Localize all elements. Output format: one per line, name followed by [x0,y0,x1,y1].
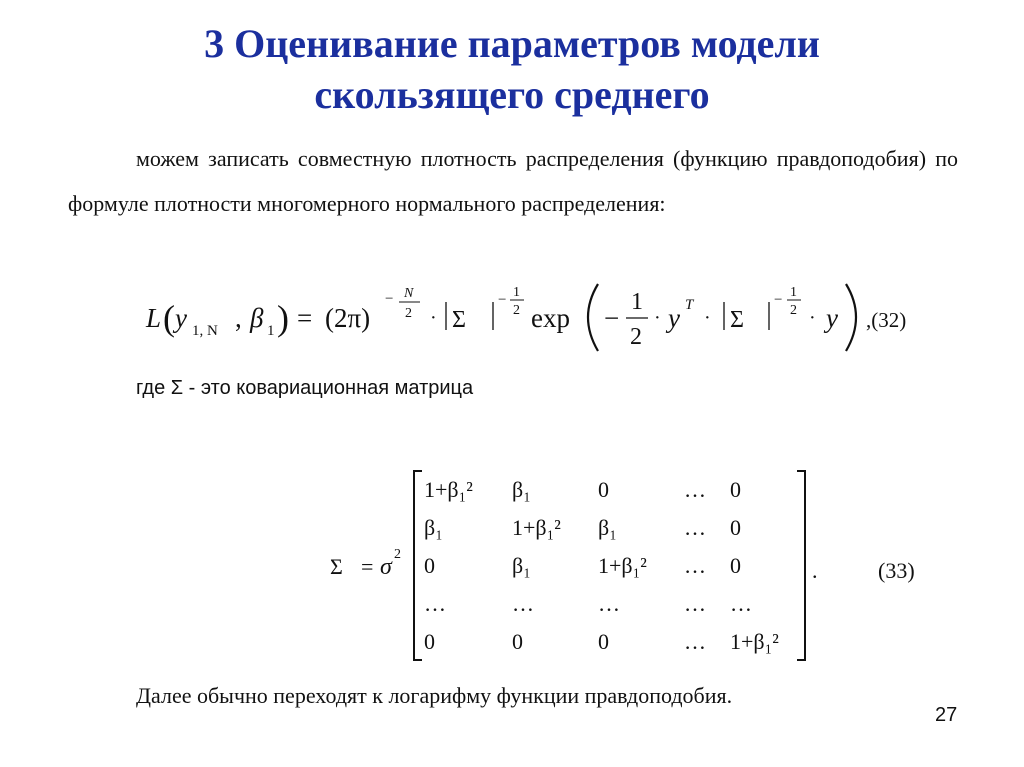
f33-bracket-right [797,471,805,660]
f32-label: ,(32) [866,308,907,332]
f32-frac-num: 1 [631,289,643,315]
matrix-cell-r1-c1: 1+β₁² [424,477,473,502]
where-text: где Σ - это ковариационная матрица [136,377,474,399]
f32-half-num-2: 1 [790,285,797,300]
f33-bracket-left [414,471,422,660]
f32-y-end: y [826,303,838,333]
f32-half-den-1: 2 [513,303,520,318]
matrix-cell-r3-c5: 0 [730,553,741,578]
f32-dot-4: · [809,307,816,329]
matrix-cell-r1-c5: 0 [730,477,741,502]
f32-two-pi: (2π) [325,303,371,333]
matrix-cell-r3-c2: β₁ [512,553,531,578]
f33-sq: 2 [394,547,401,562]
f32-sup-T: T [685,297,694,313]
matrix-cell-r1-c4: … [684,477,706,502]
matrix-cell-r4-c2: … [512,591,534,616]
matrix-cell-r5-c2: 0 [512,629,523,654]
matrix-cell-r3-c1: 0 [424,553,435,578]
matrix-cell-r3-c4: … [684,553,706,578]
matrix-cell-r2-c2: 1+β₁² [512,515,561,540]
f32-yT: y [668,303,680,333]
f32-sigma-1: Σ [452,307,466,333]
f32-paren-open: ( [163,298,175,338]
page-number: 27 [935,704,958,726]
matrix-cell-r2-c3: β₁ [598,515,617,540]
f32-neg-half-minus-2: − [774,292,783,308]
f32-beta: β [250,303,264,333]
f32-exp-N: N [404,286,414,301]
f32-y: y [175,303,187,333]
matrix-cell-r5-c5: 1+β₁² [730,629,779,654]
f32-frac-den: 2 [630,324,642,350]
matrix-cell-r2-c4: … [684,515,706,540]
matrix-cell-r2-c1: β₁ [424,515,443,540]
closing-text: Далее обычно переходят к логарифму функции правдоподобия. [136,683,733,708]
f33-matrix [424,477,779,654]
matrix-cell-r1-c3: 0 [598,477,609,502]
f32-L: L [146,303,162,333]
matrix-cell-r5-c4: … [684,629,706,654]
f32-beta-sub: 1 [267,323,275,339]
matrix-cell-r4-c4: … [684,591,706,616]
f32-comma: , [235,303,242,333]
f33-sigma: Σ [330,554,343,579]
f32-y-sub: 1, N [192,323,218,339]
f33-equals: = [361,554,374,579]
f32-neg-half-minus-1: − [498,292,507,308]
f32-exp-word: exp [531,303,570,333]
f32-half-num-1: 1 [513,285,520,300]
title-line-1: 3 Оценивание параметров модели [204,21,820,66]
matrix-cell-r3-c3: 1+β₁² [598,553,647,578]
f32-exp-minus: − [385,291,394,307]
matrix-cell-r5-c3: 0 [598,629,609,654]
f33-period: . [812,558,818,583]
f32-exp-2: 2 [405,306,412,321]
matrix-cell-r2-c5: 0 [730,515,741,540]
f32-half-den-2: 2 [790,303,797,318]
intro-text: можем записать совместную плотность распределения (функцию правдоподобия) по формуле плотности многомерного нормального распределения: [68,146,958,216]
matrix-cell-r1-c2: β₁ [512,477,531,502]
f32-dot-2: · [654,307,661,329]
f32-equals: = [297,303,313,333]
matrix-cell-r4-c1: … [424,591,446,616]
f32-minus: − [604,303,620,333]
f32-paren-close: ) [277,298,289,338]
f32-sigma-2: Σ [730,307,744,333]
f33-label: (33) [878,558,915,583]
matrix-cell-r4-c3: … [598,591,620,616]
f33-sigma-sq: σ [380,554,392,580]
f32-dot-1: · [430,307,437,329]
f32-dot-3: · [704,307,711,329]
matrix-cell-r4-c5: … [730,591,752,616]
title-line-2: скользящего среднего [314,72,710,117]
matrix-cell-r5-c1: 0 [424,629,435,654]
